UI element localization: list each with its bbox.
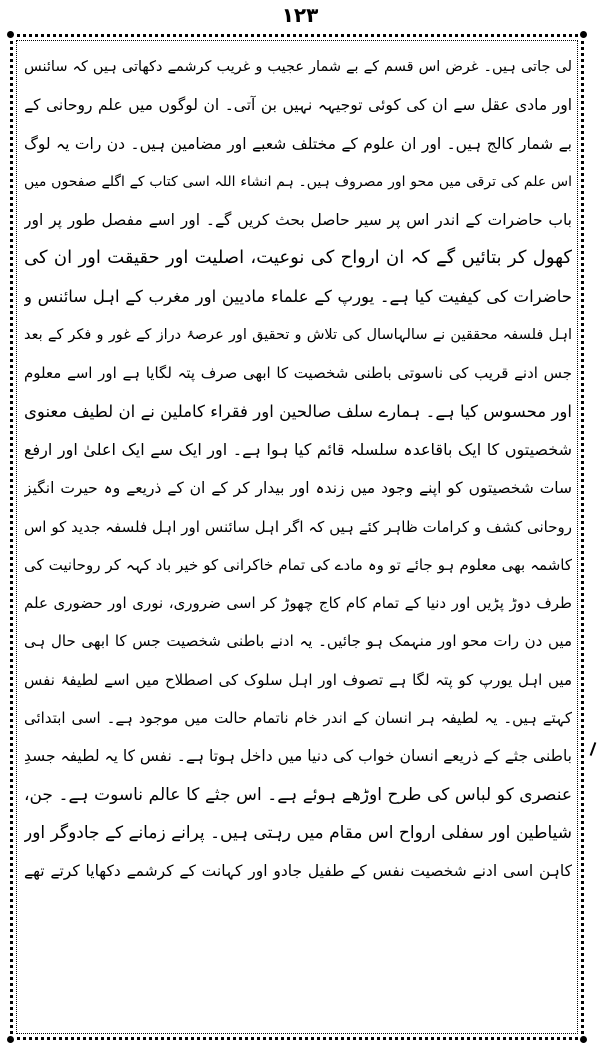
page-number: ۱۲۳ (281, 3, 319, 27)
text-line: میں دن رات محو اور منہمک ہو جائیں۔ یہ ادنے باطنی شخصیت جس کا ابھی حال ہی (24, 632, 572, 651)
text-line: اور مادی عقل سے ان کی کوئی توجیہہ نہیں بن آتی۔ ان لوگوں میں علم روحانی کے (24, 96, 572, 115)
text-line: جس ادنے قریب کی ناسوتی باطنی شخصیت کا ابھی صرف پتہ لگایا ہے اور اسے معلوم (24, 364, 572, 383)
margin-mark (590, 742, 597, 756)
text-line: شیاطین اور سفلی ارواح اس مقام میں رہتی ہیں۔ پرانے زمانے کے جادوگر اور (24, 822, 572, 843)
border-corner-dot (7, 31, 14, 38)
border-corner-dot (580, 1036, 587, 1043)
text-line: حاضرات کی کیفیت کیا ہے۔ یورپ کے علماء مادیین اور مغرب کے اہل سائنس و (24, 286, 572, 306)
text-line: میں اہل یورپ کو پتہ لگا ہے تصوف اور اہل سلوک کی اصطلاح میں اسے لطیفۂ نفس (24, 670, 572, 689)
text-line: عنصری کو لباس کی طرح اوڑھے ہوئے ہے۔ اس جثے کا عالم ناسوت ہے۔ جن، (24, 784, 572, 805)
text-line: کہتے ہیں۔ یہ لطیفہ ہر انسان کے اندر خام ناتمام حالت میں موجود ہے۔ اسی ابتدائی (24, 709, 572, 728)
text-line: شخصیتوں کا ایک باقاعدہ سلسلہ قائم کیا ہوا ہے۔ اور ایک سے ایک اعلیٰ اور ارفع (24, 439, 572, 459)
urdu-text-body (24, 48, 572, 891)
text-line: باطنی جثے کے ذریعے انسان خواب کی دنیا میں داخل ہوتا ہے۔ نفس کا یہ لطیفہ جسدِ (24, 747, 572, 766)
text-line: کاشمہ بھی معلوم ہو جائے تو وہ مادے کی تمام خاکرانی کو خیر باد کہہ کر روحانیت کی (24, 555, 572, 574)
text-line: طرف دوڑ پڑیں اور دنیا کے تمام کام کاج چھوڑ کر اسی ضروری، نوری اور حضوری علم (24, 594, 572, 613)
text-line: اور محسوس کیا ہے۔ ہمارے سلف صالحین اور فقراء کاملین نے ان لطیف معنوی (24, 401, 572, 421)
text-line: اس علم کی ترقی میں محو اور مصروف ہیں۔ ہم انشاء اللہ اسی کتاب کے اگلے صفحوں میں (24, 173, 572, 190)
text-line: کاہن اسی ادنے شخصیت نفس کے طفیل جادو اور کہانت کے کرشمے دکھایا کرتے تھے (24, 862, 572, 881)
text-line: لی جاتی ہیں۔ غرض اس قسم کے بے شمار عجیب و غریب کرشمے دکھاتی ہیں کہ سائنس (24, 59, 572, 75)
text-line: بے شمار کالج ہیں۔ اور ان علوم کے مختلف شعبے اور مضامین ہیں۔ دن رات یہ لوگ (24, 134, 572, 153)
text-line: باب حاضرات کے اندر اس پر سیر حاصل بحث کریں گے۔ اور اسے مفصل طور پر اور (24, 211, 572, 230)
border-corner-dot (7, 1036, 14, 1043)
text-line: کھول کر بتائیں گے کہ ان ارواح کی نوعیت، اصلیت اور حقیقت اور ان کی (24, 247, 572, 269)
text-line: سات شخصیتوں کو اپنے وجود میں زندہ اور بیدار کر کے ان کے ذریعے وہ حیرت انگیز (24, 479, 572, 498)
text-line: اہل فلسفہ محققین نے سالہاسال کی تلاش و تحقیق اور عرصۂ دراز کے غور و فکر کے بعد (24, 327, 572, 344)
border-corner-dot (580, 31, 587, 38)
text-line: روحانی کشف و کرامات ظاہر کئے ہیں کہ اگر اہل سائنس اور اہل فلسفہ جدید کو اس (24, 517, 572, 536)
